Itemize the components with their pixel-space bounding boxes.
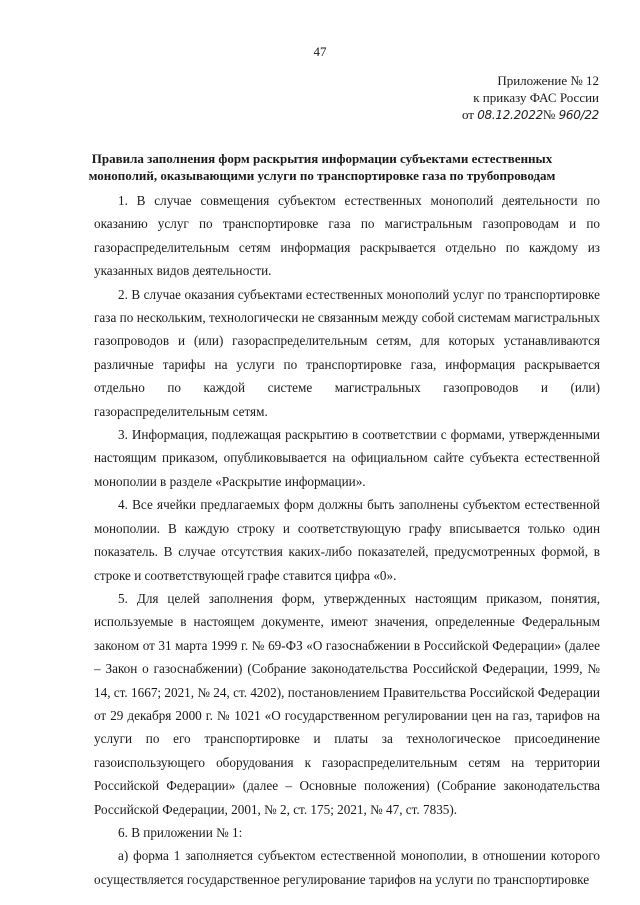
appendix-date-prefix: от [461, 107, 474, 122]
paragraph-4: 4. Все ячейки предлагаемых форм должны быть заполнены субъектом естественной монополии. В каждую строку и соответствующую графу вписывается только один показатель. В случае отсутствия каких-либо показателей, предусмотренных формой, в строке и соответствующей графе ставится цифра «0». [94, 497, 600, 583]
appendix-order-ref: к приказу ФАС России [473, 90, 599, 105]
appendix-number-label: № [542, 107, 556, 122]
appendix-date-line [462, 106, 599, 124]
appendix-block [462, 72, 599, 124]
appendix-title: Приложение № 12 [497, 73, 599, 88]
document-title [60, 150, 584, 184]
paragraph-6: 6. В приложении № 1: [118, 824, 243, 840]
paragraph-2: 2. В случае оказания субъектами естественных монополий услуг по транспортировке газа по нескольким, технологически не связанным между собой системам магистральных газопроводов и (или) газораспределительным сетям, для которых устанавливаются различные тарифы на услуги по транспортировке газа, информация раскрывается отдельно по каждой системе магистральных газопроводов и (или) газораспределительным сетям. [94, 286, 600, 419]
paragraph-3: 3. Информация, подлежащая раскрытию в соответствии с формами, утвержденными настоящим приказом, опубликовывается на официальном сайте субъекта естественной монополии в разделе «Раскрытие информации». [94, 427, 600, 489]
handwritten-number: 960/22 [558, 108, 599, 122]
paragraph-6a: а) форма 1 заполняется субъектом естественной монополии, в отношении которого осуществляется государственное регулирование тарифов на услуги по транспортировке [94, 848, 600, 887]
paragraph-1: 1. В случае совмещения субъектом естественных монополий деятельности по оказанию услуг по транспортировке газа по магистральным газопроводам и по газораспределительным сетям информация раскрывается отдельно по каждому из указанных видов деятельности. [94, 193, 600, 279]
paragraph-5: 5. Для целей заполнения форм, утвержденных настоящим приказом, понятия, используемые в настоящем документе, имеют значения, определенные Федеральным законом от 31 марта 1999 г. № 69-ФЗ «О газоснабжении в Российской Федерации» (далее – Закон о газоснабжении) (Собрание законодательства Российской Федерации, 1999, № 14, ст. 1667; 2021, № 24, ст. 4202), постановлением Правительства Российской Федерации от 29 декабря 2000 г. № 1021 «О государственном регулировании цен на газ, тарифов на услуги по его транспортировке и платы за технологическое присоединение газоиспользующего оборудования к газораспределительным сетям на территории Российской Федерации» (далее – Основные положения) (Собрание законодательства Российской Федерации, 2001, № 2, ст. 175; 2021, № 47, ст. 7835). [94, 590, 600, 817]
title-line-2: монополий, оказывающими услуги по транспортировке газа по трубопроводам [88, 168, 556, 183]
title-line-1: Правила заполнения форм раскрытия информации субъектами естественных [91, 151, 553, 166]
page-number: 47 [313, 44, 327, 59]
document-body [94, 189, 600, 891]
handwritten-date: 08.12.2022 [477, 108, 543, 122]
